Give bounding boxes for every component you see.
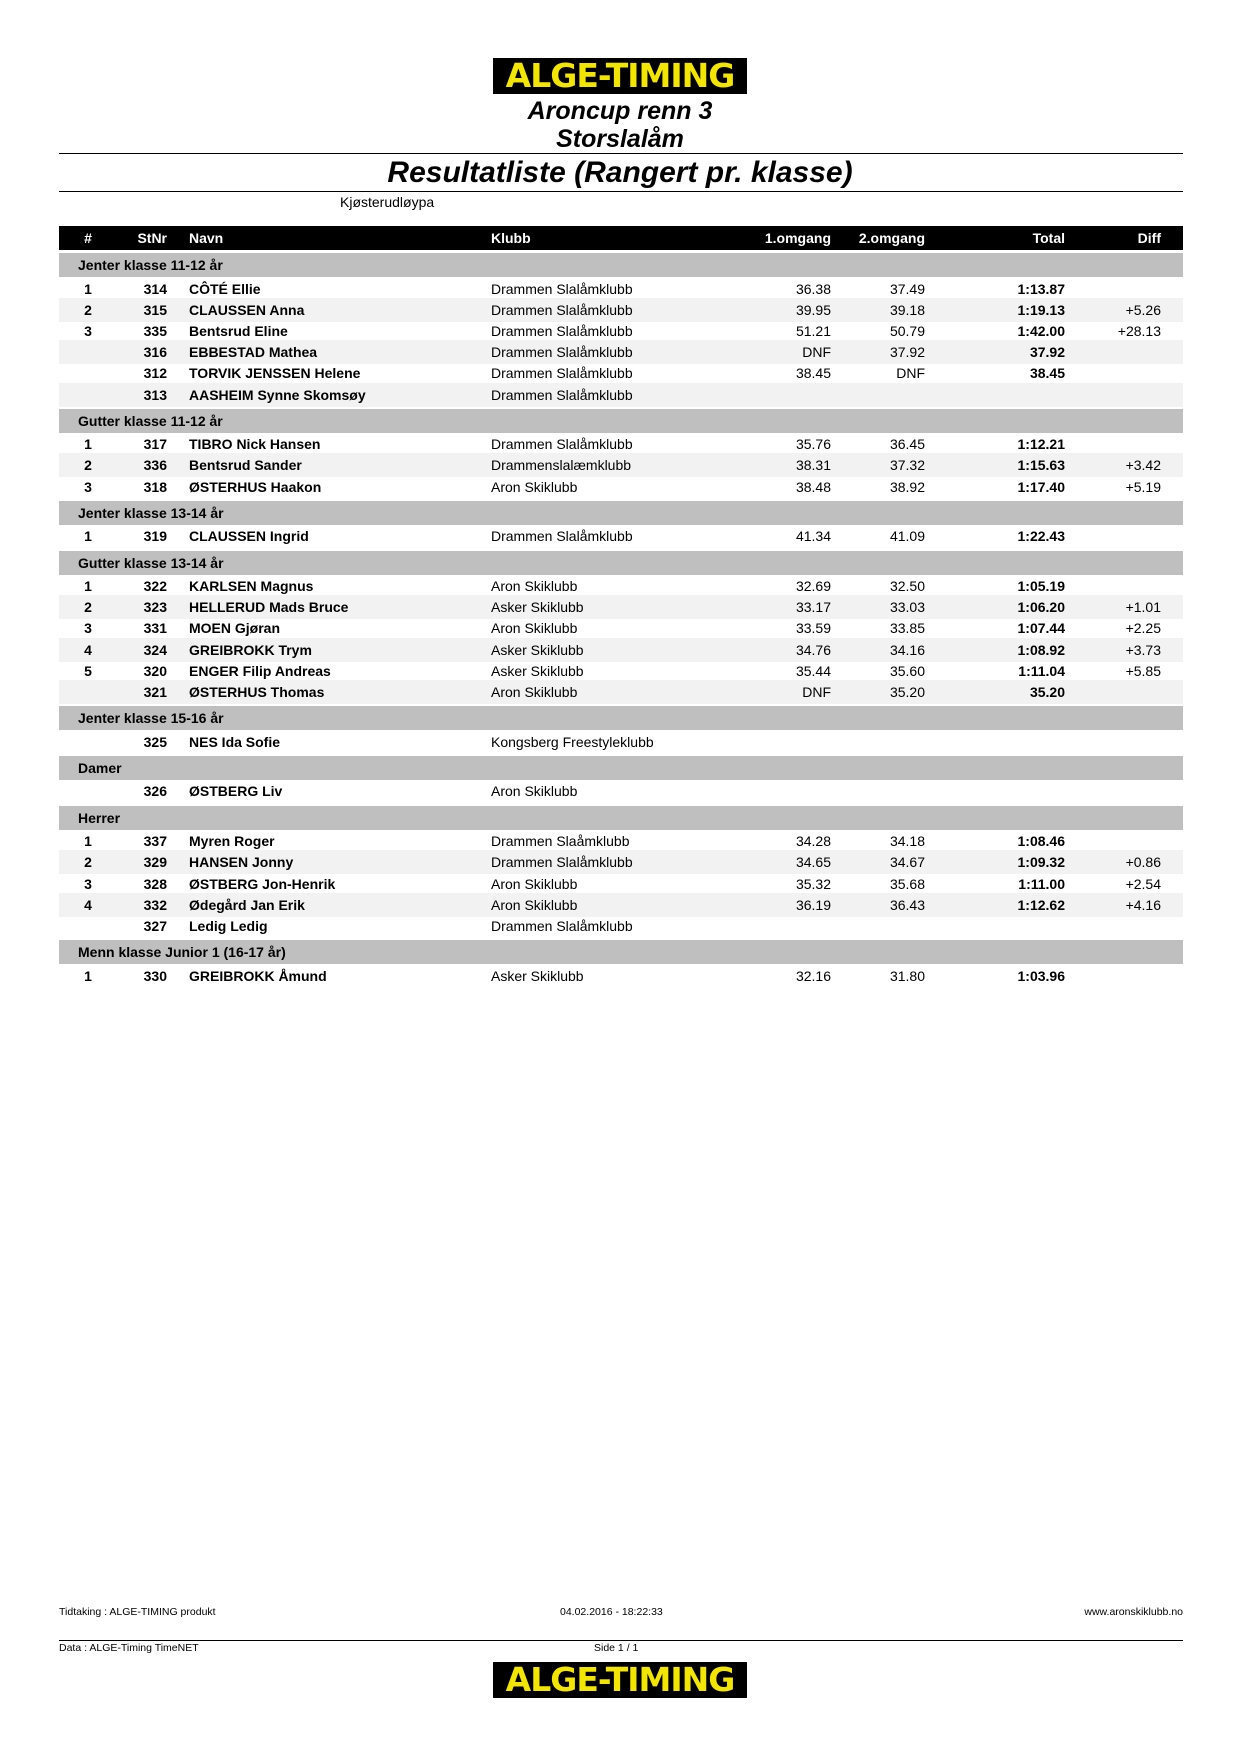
cell-total: 1:09.32 — [1017, 854, 1065, 871]
cell-club: Asker Skiklubb — [491, 599, 584, 616]
discipline-title: Storslalåm — [556, 125, 684, 153]
cell-club: Drammen Slalåmklubb — [491, 365, 633, 382]
table-row — [59, 730, 1183, 754]
cell-club: Drammen Slalåmklubb — [491, 301, 633, 318]
cell-club: Aron Skiklubb — [491, 684, 578, 700]
cell-club: Drammen Slalåmklubb — [491, 280, 633, 297]
cell-club: Drammen Slalåmklubb — [491, 386, 633, 403]
cell-stnr: 315 — [143, 301, 167, 318]
cell-run2: 50.79 — [889, 322, 925, 339]
cell-total: 1:17.40 — [1017, 478, 1065, 495]
footer-datetime: 04.02.2016 - 18:22:33 — [560, 1606, 663, 1618]
cell-run2: 33.85 — [889, 620, 925, 637]
cell-diff: +3.42 — [1125, 457, 1161, 474]
cell-total: 1:11.00 — [1018, 875, 1065, 892]
cell-total: 1:13.87 — [1017, 280, 1065, 297]
cell-run1: 38.45 — [795, 365, 831, 382]
cell-stnr: 335 — [143, 322, 167, 339]
cell-stnr: 320 — [143, 662, 167, 679]
class-group-title: Gutter klasse 11-12 år — [78, 412, 223, 429]
class-group-title: Damer — [78, 759, 122, 776]
alge-timing-footer-logo: ALGE-TIMING — [493, 1662, 747, 1698]
cell-name: NES Ida Sofie — [189, 733, 281, 750]
cell-rank: 4 — [84, 641, 92, 658]
cell-stnr: 329 — [143, 854, 167, 871]
cell-name: MOEN Gjøran — [189, 620, 281, 637]
event-title: Aroncup renn 3 — [527, 97, 713, 125]
cell-rank: 1 — [84, 280, 92, 297]
cell-rank: 1 — [84, 833, 92, 850]
cell-rank: 2 — [84, 854, 92, 871]
cell-run2: 35.20 — [889, 684, 925, 700]
cell-run2: 34.16 — [889, 641, 925, 658]
cell-run2: 39.18 — [889, 301, 925, 318]
cell-name: HELLERUD Mads Bruce — [189, 599, 349, 616]
cell-run2: 32.50 — [889, 578, 925, 594]
cell-club: Aron Skiklubb — [491, 875, 578, 892]
cell-name: TORVIK JENSSEN Helene — [189, 365, 361, 382]
cell-stnr: 317 — [143, 436, 167, 453]
cell-name: CÔTÉ Ellie — [189, 280, 261, 297]
cell-rank: 2 — [84, 301, 92, 318]
cell-name: ØSTERHUS Thomas — [189, 684, 325, 700]
cell-stnr: 328 — [143, 875, 167, 892]
cell-stnr: 323 — [143, 599, 167, 616]
cell-rank: 1 — [84, 578, 92, 594]
cell-name: Ødegård Jan Erik — [189, 896, 305, 913]
col-diff: Diff — [1137, 230, 1161, 246]
cell-name: EBBESTAD Mathea — [189, 344, 318, 361]
class-group-title: Gutter klasse 13-14 år — [78, 554, 224, 571]
cell-run1: 34.76 — [795, 641, 831, 658]
cell-total: 35.20 — [1029, 684, 1065, 700]
cell-name: GREIBROKK Åmund — [189, 967, 327, 984]
cell-club: Drammen Slalåmklubb — [491, 344, 633, 361]
cell-diff: +2.54 — [1125, 875, 1161, 892]
cell-club: Drammen Slalåmklubb — [491, 917, 633, 934]
cell-stnr: 314 — [143, 280, 167, 297]
class-group-title: Jenter klasse 13-14 år — [78, 504, 224, 521]
table-row — [59, 914, 1183, 938]
cell-run1: 35.32 — [795, 875, 831, 892]
cell-name: GREIBROKK Trym — [189, 641, 312, 658]
col-rank: # — [84, 230, 92, 246]
cell-total: 1:03.96 — [1017, 967, 1065, 984]
cell-name: Bentsrud Eline — [189, 322, 288, 339]
cell-club: Drammenslalæmklubb — [491, 457, 632, 474]
cell-rank: 1 — [84, 967, 92, 984]
cell-run2: 37.49 — [889, 280, 925, 297]
cell-run1: 41.34 — [795, 528, 831, 545]
cell-diff: +1.01 — [1125, 599, 1161, 616]
cell-run2: 34.67 — [889, 854, 925, 871]
cell-run1: DNF — [802, 344, 831, 361]
cell-total: 1:06.20 — [1017, 599, 1065, 616]
cell-club: Aron Skiklubb — [491, 783, 578, 800]
cell-run1: 39.95 — [795, 301, 831, 318]
cell-total: 38.45 — [1029, 365, 1065, 382]
cell-run1: 38.48 — [795, 478, 831, 495]
table-row — [59, 383, 1183, 407]
class-group-header — [59, 756, 1183, 780]
cell-name: HANSEN Jonny — [189, 854, 294, 871]
cell-stnr: 316 — [143, 344, 167, 361]
cell-name: ØSTERHUS Haakon — [189, 478, 322, 495]
cell-club: Drammen Slalåmklubb — [491, 322, 633, 339]
cell-stnr: 332 — [143, 896, 167, 913]
table-row — [59, 680, 1183, 704]
cell-rank: 3 — [84, 322, 92, 339]
cell-stnr: 319 — [143, 528, 167, 545]
cell-run2: 31.80 — [889, 967, 925, 984]
cell-diff: +28.13 — [1117, 322, 1161, 339]
cell-diff: +5.26 — [1125, 301, 1161, 318]
cell-rank: 3 — [84, 875, 92, 892]
cell-run1: 32.16 — [795, 967, 831, 984]
cell-name: KARLSEN Magnus — [189, 578, 314, 594]
cell-rank: 4 — [84, 896, 92, 913]
col-stnr: StNr — [137, 230, 167, 246]
cell-rank: 1 — [84, 528, 92, 545]
table-row — [59, 964, 1183, 988]
cell-club: Aron Skiklubb — [491, 478, 578, 495]
cell-diff: +0.86 — [1125, 854, 1161, 871]
cell-stnr: 327 — [143, 917, 167, 934]
footer-data-source: Data : ALGE-Timing TimeNET — [59, 1642, 199, 1654]
cell-diff: +2.25 — [1125, 620, 1161, 637]
col-club: Klubb — [491, 230, 531, 246]
cell-stnr: 326 — [143, 783, 167, 800]
cell-total: 1:08.92 — [1017, 641, 1065, 658]
cell-total: 1:11.04 — [1018, 662, 1065, 679]
class-group-header — [59, 409, 1183, 433]
cell-total: 1:12.62 — [1017, 896, 1065, 913]
cell-rank: 2 — [84, 457, 92, 474]
cell-run2: 35.60 — [889, 662, 925, 679]
class-group-header — [59, 551, 1183, 575]
cell-total: 1:07.44 — [1017, 620, 1065, 637]
cell-stnr: 324 — [143, 641, 167, 658]
cell-name: CLAUSSEN Anna — [189, 301, 305, 318]
col-run2: 2.omgang — [858, 230, 925, 246]
cell-total: 1:22.43 — [1017, 528, 1065, 545]
cell-stnr: 313 — [143, 386, 167, 403]
cell-name: Ledig Ledig — [189, 917, 268, 934]
cell-run2: 36.45 — [889, 436, 925, 453]
cell-stnr: 312 — [143, 365, 167, 382]
cell-name: ENGER Filip Andreas — [189, 662, 331, 679]
cell-name: Myren Roger — [189, 833, 275, 850]
cell-run1: 33.17 — [795, 599, 831, 616]
col-name: Navn — [189, 230, 224, 246]
cell-total: 1:42.00 — [1017, 322, 1065, 339]
cell-run1: 36.19 — [795, 896, 831, 913]
cell-run2: 36.43 — [889, 896, 925, 913]
cell-run2: 37.92 — [889, 344, 925, 361]
col-run1: 1.omgang — [764, 230, 831, 246]
cell-rank: 3 — [84, 620, 92, 637]
cell-rank: 5 — [84, 662, 92, 679]
cell-total: 37.92 — [1029, 344, 1065, 361]
cell-name: CLAUSSEN Ingrid — [189, 528, 309, 545]
cell-stnr: 337 — [143, 833, 167, 850]
table-row — [59, 524, 1183, 548]
cell-run1: 35.44 — [795, 662, 831, 679]
footer-timing: Tidtaking : ALGE-TIMING produkt — [59, 1606, 216, 1618]
cell-run1: 38.31 — [795, 457, 831, 474]
result-list-title: Resultatliste (Rangert pr. klasse) — [387, 156, 853, 189]
cell-run1: 34.28 — [795, 833, 831, 850]
cell-rank: 1 — [84, 436, 92, 453]
footer-website: www.aronskiklubb.no — [1084, 1606, 1183, 1618]
cell-club: Drammen Slaåmklubb — [491, 833, 630, 850]
class-group-title: Herrer — [78, 809, 121, 826]
cell-name: TIBRO Nick Hansen — [189, 436, 321, 453]
cell-run1: 34.65 — [795, 854, 831, 871]
cell-run2: DNF — [896, 365, 925, 382]
cell-rank: 3 — [84, 478, 92, 495]
table-row — [59, 779, 1183, 803]
class-group-title: Jenter klasse 11-12 år — [78, 257, 223, 273]
class-group-header — [59, 706, 1183, 730]
cell-club: Kongsberg Freestyleklubb — [491, 733, 654, 750]
cell-diff: +5.19 — [1125, 478, 1161, 495]
cell-stnr: 331 — [143, 620, 167, 637]
cell-diff: +5.85 — [1125, 662, 1161, 679]
cell-name: AASHEIM Synne Skomsøy — [189, 386, 366, 403]
cell-stnr: 321 — [143, 684, 167, 700]
col-total: Total — [1032, 230, 1065, 246]
cell-run1: DNF — [802, 684, 831, 700]
cell-run2: 41.09 — [889, 528, 925, 545]
cell-total: 1:05.19 — [1017, 578, 1065, 594]
class-group-title: Jenter klasse 15-16 år — [78, 710, 224, 727]
cell-rank: 2 — [84, 599, 92, 616]
cell-club: Asker Skiklubb — [491, 967, 584, 984]
footer-page: Side 1 / 1 — [594, 1642, 639, 1654]
cell-total: 1:15.63 — [1017, 457, 1065, 474]
title-rule-bottom — [59, 191, 1183, 192]
cell-run2: 35.68 — [889, 875, 925, 892]
cell-run1: 35.76 — [795, 436, 831, 453]
cell-club: Asker Skiklubb — [491, 641, 584, 658]
cell-run2: 37.32 — [889, 457, 925, 474]
cell-run2: 38.92 — [889, 478, 925, 495]
alge-timing-logo: ALGE-TIMING — [493, 58, 747, 94]
cell-total: 1:19.13 — [1017, 301, 1065, 318]
cell-club: Aron Skiklubb — [491, 578, 578, 594]
cell-diff: +3.73 — [1125, 641, 1161, 658]
cell-run2: 33.03 — [889, 599, 925, 616]
cell-name: ØSTBERG Liv — [189, 783, 283, 800]
cell-name: Bentsrud Sander — [189, 457, 302, 474]
cell-total: 1:08.46 — [1017, 833, 1065, 850]
cell-diff: +4.16 — [1125, 896, 1161, 913]
cell-run1: 51.21 — [795, 322, 831, 339]
cell-run1: 36.38 — [795, 280, 831, 297]
table-header — [59, 226, 1183, 250]
class-group-header — [59, 940, 1183, 964]
cell-club: Drammen Slalåmklubb — [491, 854, 633, 871]
cell-run1: 33.59 — [795, 620, 831, 637]
venue-name: Kjøsterudløypa — [340, 194, 435, 210]
cell-club: Aron Skiklubb — [491, 896, 578, 913]
class-group-header — [59, 501, 1183, 525]
table-row — [59, 475, 1183, 499]
cell-stnr: 318 — [143, 478, 167, 495]
cell-stnr: 336 — [143, 457, 167, 474]
title-rule-top — [59, 153, 1183, 154]
footer-rule — [59, 1640, 1183, 1641]
cell-name: ØSTBERG Jon-Henrik — [189, 875, 336, 892]
cell-club: Drammen Slalåmklubb — [491, 436, 633, 453]
cell-stnr: 330 — [143, 967, 167, 984]
cell-run1: 32.69 — [795, 578, 831, 594]
class-group-title: Menn klasse Junior 1 (16-17 år) — [78, 944, 286, 961]
cell-club: Aron Skiklubb — [491, 620, 578, 637]
cell-club: Asker Skiklubb — [491, 662, 584, 679]
cell-stnr: 325 — [143, 733, 167, 750]
cell-total: 1:12.21 — [1017, 436, 1065, 453]
cell-club: Drammen Slalåmklubb — [491, 528, 633, 545]
class-group-header — [59, 253, 1183, 277]
cell-stnr: 322 — [143, 578, 167, 594]
cell-run2: 34.18 — [889, 833, 925, 850]
class-group-header — [59, 806, 1183, 830]
